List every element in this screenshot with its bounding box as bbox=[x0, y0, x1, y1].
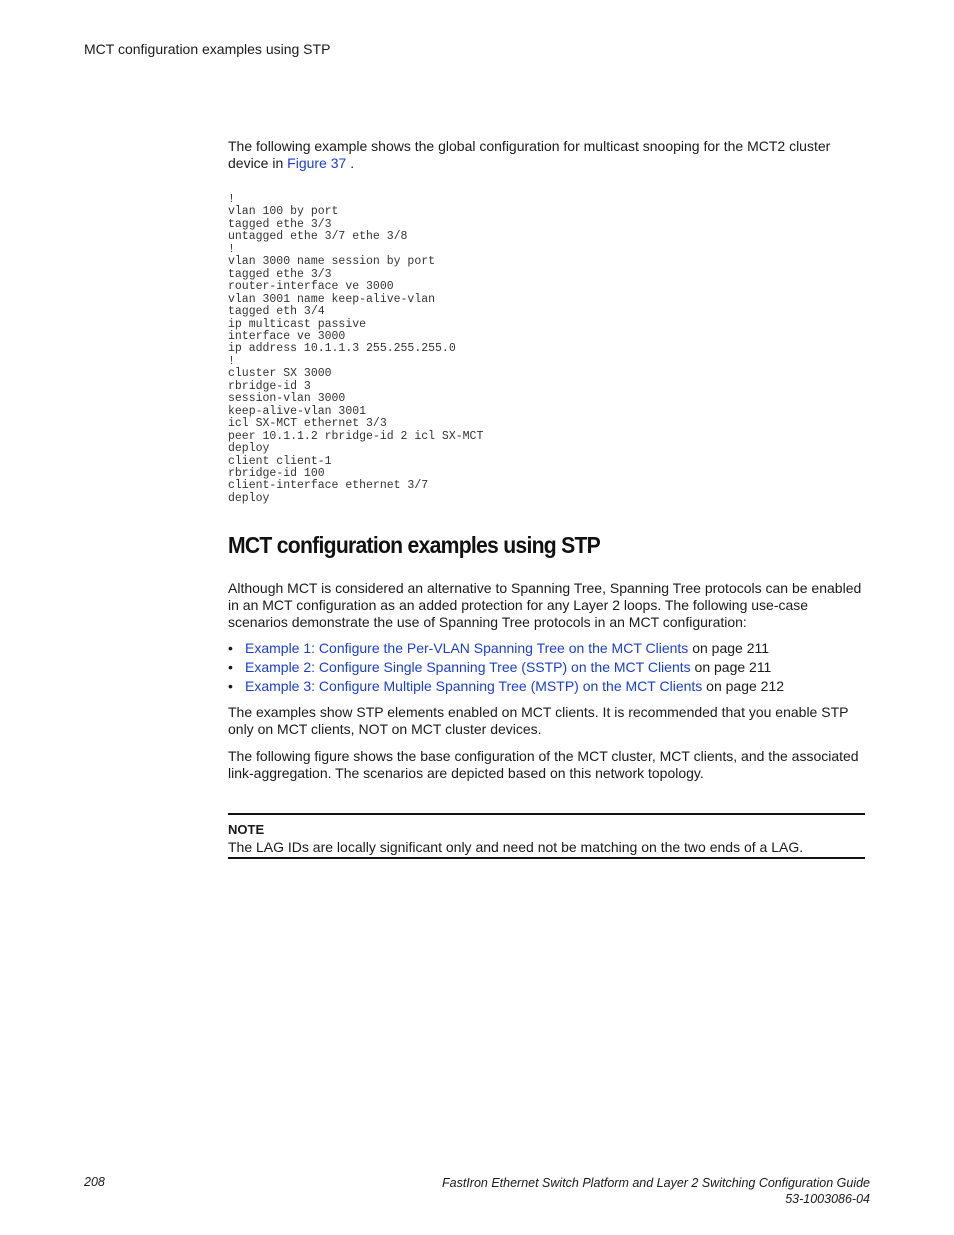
list-item: • Example 1: Configure the Per-VLAN Spanning Tree on the MCT Clients on page 211 bbox=[228, 640, 770, 656]
footer-info bbox=[442, 1175, 870, 1207]
example-3-link[interactable]: Example 3: Configure Multiple Spanning Tree (MSTP) on the MCT Clients bbox=[245, 678, 703, 694]
figure-37-link[interactable]: Figure 37 bbox=[287, 155, 347, 171]
example-1-link[interactable]: Example 1: Configure the Per-VLAN Spanning Tree on the MCT Clients bbox=[245, 640, 689, 656]
note-box bbox=[228, 813, 865, 859]
guide-title: FastIron Ethernet Switch Platform and Layer 2 Switching Configuration Guide bbox=[442, 1176, 870, 1190]
running-header: MCT configuration examples using STP bbox=[84, 41, 331, 57]
list-item: • Example 2: Configure Single Spanning Tree (SSTP) on the MCT Clients on page 211 bbox=[228, 659, 772, 675]
stp-recommendation-paragraph: The examples show STP elements enabled on MCT clients. It is recommended that you enable STP only on MCT clients, NOT on MCT cluster devices. bbox=[228, 704, 849, 737]
page-ref: on page 211 bbox=[690, 659, 772, 675]
page-number: 208 bbox=[84, 1175, 105, 1189]
section-intro-paragraph: Although MCT is considered an alternative to Spanning Tree, Spanning Tree protocols can be enabled in an MCT configuration as an added protection for any Layer 2 loops. The following use-case scenarios demonstrate the use of Spanning Tree protocols in an MCT configuration: bbox=[228, 580, 862, 630]
intro-paragraph bbox=[228, 138, 848, 172]
config-code-block: ! vlan 100 by port tagged ethe 3/3 untagged ethe 3/7 ethe 3/8 ! vlan 3000 name session by port tagged ethe 3/3 router-interface ve 3000 vlan 3001 name keep-alive-vlan tagged eth 3/4 ip multicast passive interface ve 3000 ip address 10.1.1.3 255.255.255.0 ! cluster SX 3000 rbridge-id 3 session-vlan 3000 keep-alive-vlan 3001 icl SX-MCT ethernet 3/3 peer 10.1.1.2 rbridge-id 2 icl SX-MCT deploy client client-1 rbridge-id 100 client-interface ethernet 3/7 deploy bbox=[228, 193, 484, 505]
page-ref: on page 211 bbox=[688, 640, 770, 656]
example-list bbox=[228, 639, 868, 696]
list-item: • Example 3: Configure Multiple Spanning Tree (MSTP) on the MCT Clients on page 212 bbox=[228, 678, 785, 694]
example-2-link[interactable]: Example 2: Configure Single Spanning Tree (SSTP) on the MCT Clients bbox=[245, 659, 691, 675]
doc-number: 53-1003086-04 bbox=[785, 1192, 870, 1206]
section-heading: MCT configuration examples using STP bbox=[228, 532, 601, 558]
topology-paragraph: The following figure shows the base configuration of the MCT cluster, MCT clients, and the associated link-aggregation. The scenarios are depicted based on this network topology. bbox=[228, 748, 859, 781]
page-ref: on page 212 bbox=[702, 678, 785, 694]
intro-text-end: . bbox=[346, 155, 355, 171]
note-title: NOTE bbox=[228, 822, 265, 837]
intro-text: The following example shows the global configuration for multicast snooping for the MCT2 cluster device in bbox=[228, 138, 831, 171]
note-body: The LAG IDs are locally significant only and need not be matching on the two ends of a LAG. bbox=[228, 839, 804, 855]
